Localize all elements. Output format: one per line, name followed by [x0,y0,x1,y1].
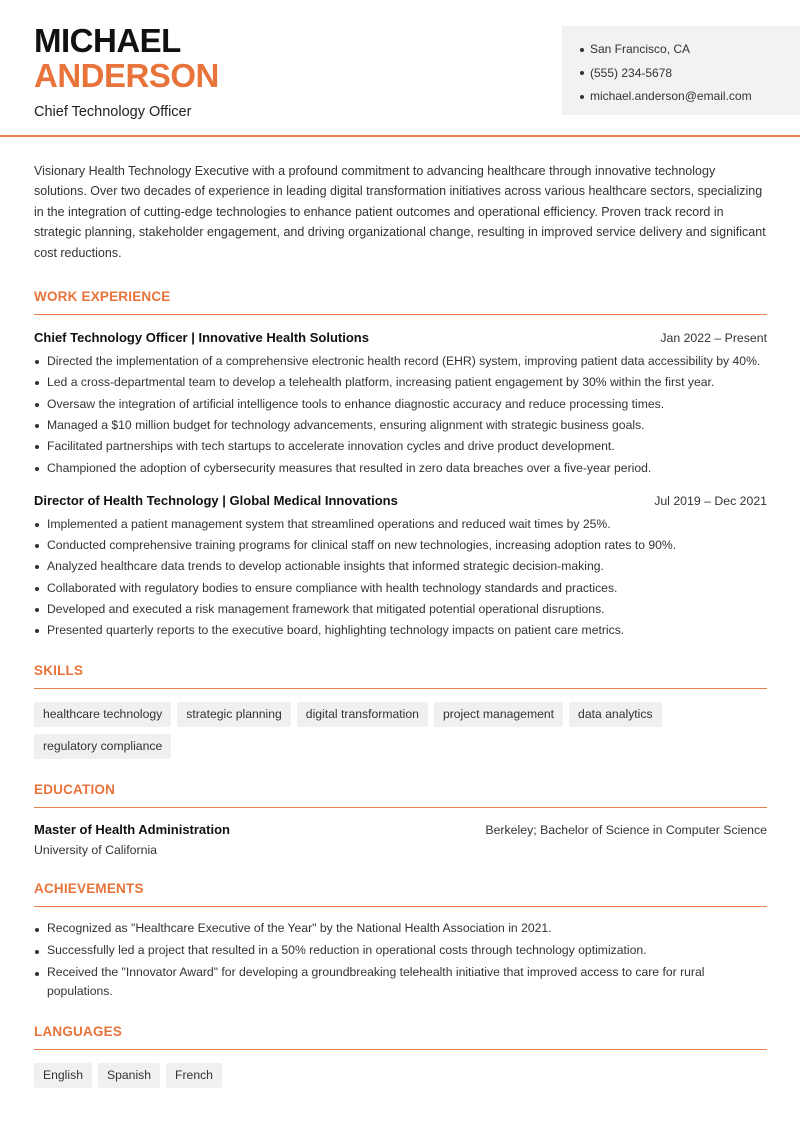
languages-tags [34,1063,767,1088]
education-header [34,822,767,837]
education-section [34,782,767,857]
summary: Visionary Health Technology Executive with a profound commitment to advancing healthcare through innovative technology solutions. Over two decades of experience in leading digital transformation initiatives across various healthcare sectors, specializing in the integration of cutting-edge technologies to enhance patient outcomes and operational efficiency. Proven track record in strategic planning, stakeholder engagement, and driving organizational change, resulting in improved service delivery and significant cost reductions. [34,164,766,260]
bullet-icon [580,95,584,99]
section-title-work: WORK EXPERIENCE [34,289,767,315]
job-bullets [34,351,767,479]
bullet-icon [580,48,584,52]
job-dates: Jul 2019 – Dec 2021 [654,493,767,508]
list-item: Received the "Innovator Award" for developing a groundbreaking telehealth initiative that improved access to care for rural populations. [34,963,767,1002]
contact-email [580,85,800,109]
job-bullets [34,514,767,642]
skills-tags [34,702,767,759]
language-tag: English [34,1063,92,1088]
section-title-achievements: ACHIEVEMENTS [34,881,767,907]
list-item: Oversaw the integration of artificial intelligence tools to enhance diagnostic accuracy and reduce processing times. [34,394,767,415]
list-item: Championed the adoption of cybersecurity measures that resulted in zero data breaches over a five-year period. [34,458,767,479]
list-item: Recognized as "Healthcare Executive of the Year" by the National Health Association in 2021. [34,919,767,939]
skill-tag: strategic planning [177,702,291,727]
contact-phone [580,62,800,86]
last-name: ANDERSON [34,57,219,94]
skills-section [34,663,767,759]
resume-header [0,0,800,137]
contact-location [580,38,800,62]
languages-section [34,1024,767,1088]
education-degree: Master of Health Administration [34,821,230,837]
skill-tag: data analytics [569,702,662,727]
language-tag: Spanish [98,1063,160,1088]
section-title-skills: SKILLS [34,663,767,689]
job-role: Director of Health Technology | Global Medical Innovations [34,492,398,508]
section-title-education: EDUCATION [34,782,767,808]
education-detail: Berkeley; Bachelor of Science in Computer Science [485,822,767,837]
list-item: Directed the implementation of a comprehensive electronic health record (EHR) system, improving patient data accessibility by 40%. [34,351,767,372]
job-role: Chief Technology Officer | Innovative Health Solutions [34,330,369,346]
language-tag: French [166,1063,222,1088]
list-item: Collaborated with regulatory bodies to ensure compliance with health technology standards and practices. [34,578,767,599]
list-item: Presented quarterly reports to the executive board, highlighting technology impacts on patient care metrics. [34,620,767,641]
skill-tag: digital transformation [297,702,428,727]
job-dates: Jan 2022 – Present [660,331,767,346]
work-experience-section [34,289,767,642]
job-header [34,330,767,345]
list-item: Developed and executed a risk management framework that mitigated potential operational disruptions. [34,599,767,620]
list-item: Conducted comprehensive training programs for clinical staff on new technologies, increasing adoption rates to 90%. [34,535,767,556]
location-text: San Francisco, CA [590,42,691,56]
achievements-list [34,919,767,1002]
job-title: Chief Technology Officer [34,104,192,120]
list-item: Facilitated partnerships with tech startups to accelerate innovation cycles and drive product development. [34,436,767,457]
job-entry [34,493,767,642]
section-title-languages: LANGUAGES [34,1024,767,1050]
list-item: Implemented a patient management system that streamlined operations and reduced wait times by 25%. [34,514,767,535]
list-item: Analyzed healthcare data trends to develop actionable insights that informed strategic decision-making. [34,556,767,577]
contact-box [562,26,800,115]
skill-tag: regulatory compliance [34,734,171,759]
list-item: Led a cross-departmental team to develop a telehealth platform, increasing patient engagement by 30% within the first year. [34,372,767,393]
list-item: Successfully led a project that resulted in a 50% reduction in operational costs through technology optimization. [34,941,767,961]
first-name: MICHAEL [34,22,181,59]
job-entry [34,330,767,479]
phone-text: (555) 234-5678 [590,65,673,80]
list-item: Managed a $10 million budget for technology advancements, ensuring alignment with strategic business goals. [34,415,767,436]
achievements-section [34,881,767,1002]
email-text: michael.anderson@email.com [590,89,752,103]
education-entry [34,822,767,857]
education-school: University of California [34,842,158,857]
name-block [34,24,219,120]
job-header [34,493,767,508]
resume-body [34,161,767,1088]
skill-tag: healthcare technology [34,702,171,727]
bullet-icon [580,71,584,75]
skill-tag: project management [434,702,563,727]
